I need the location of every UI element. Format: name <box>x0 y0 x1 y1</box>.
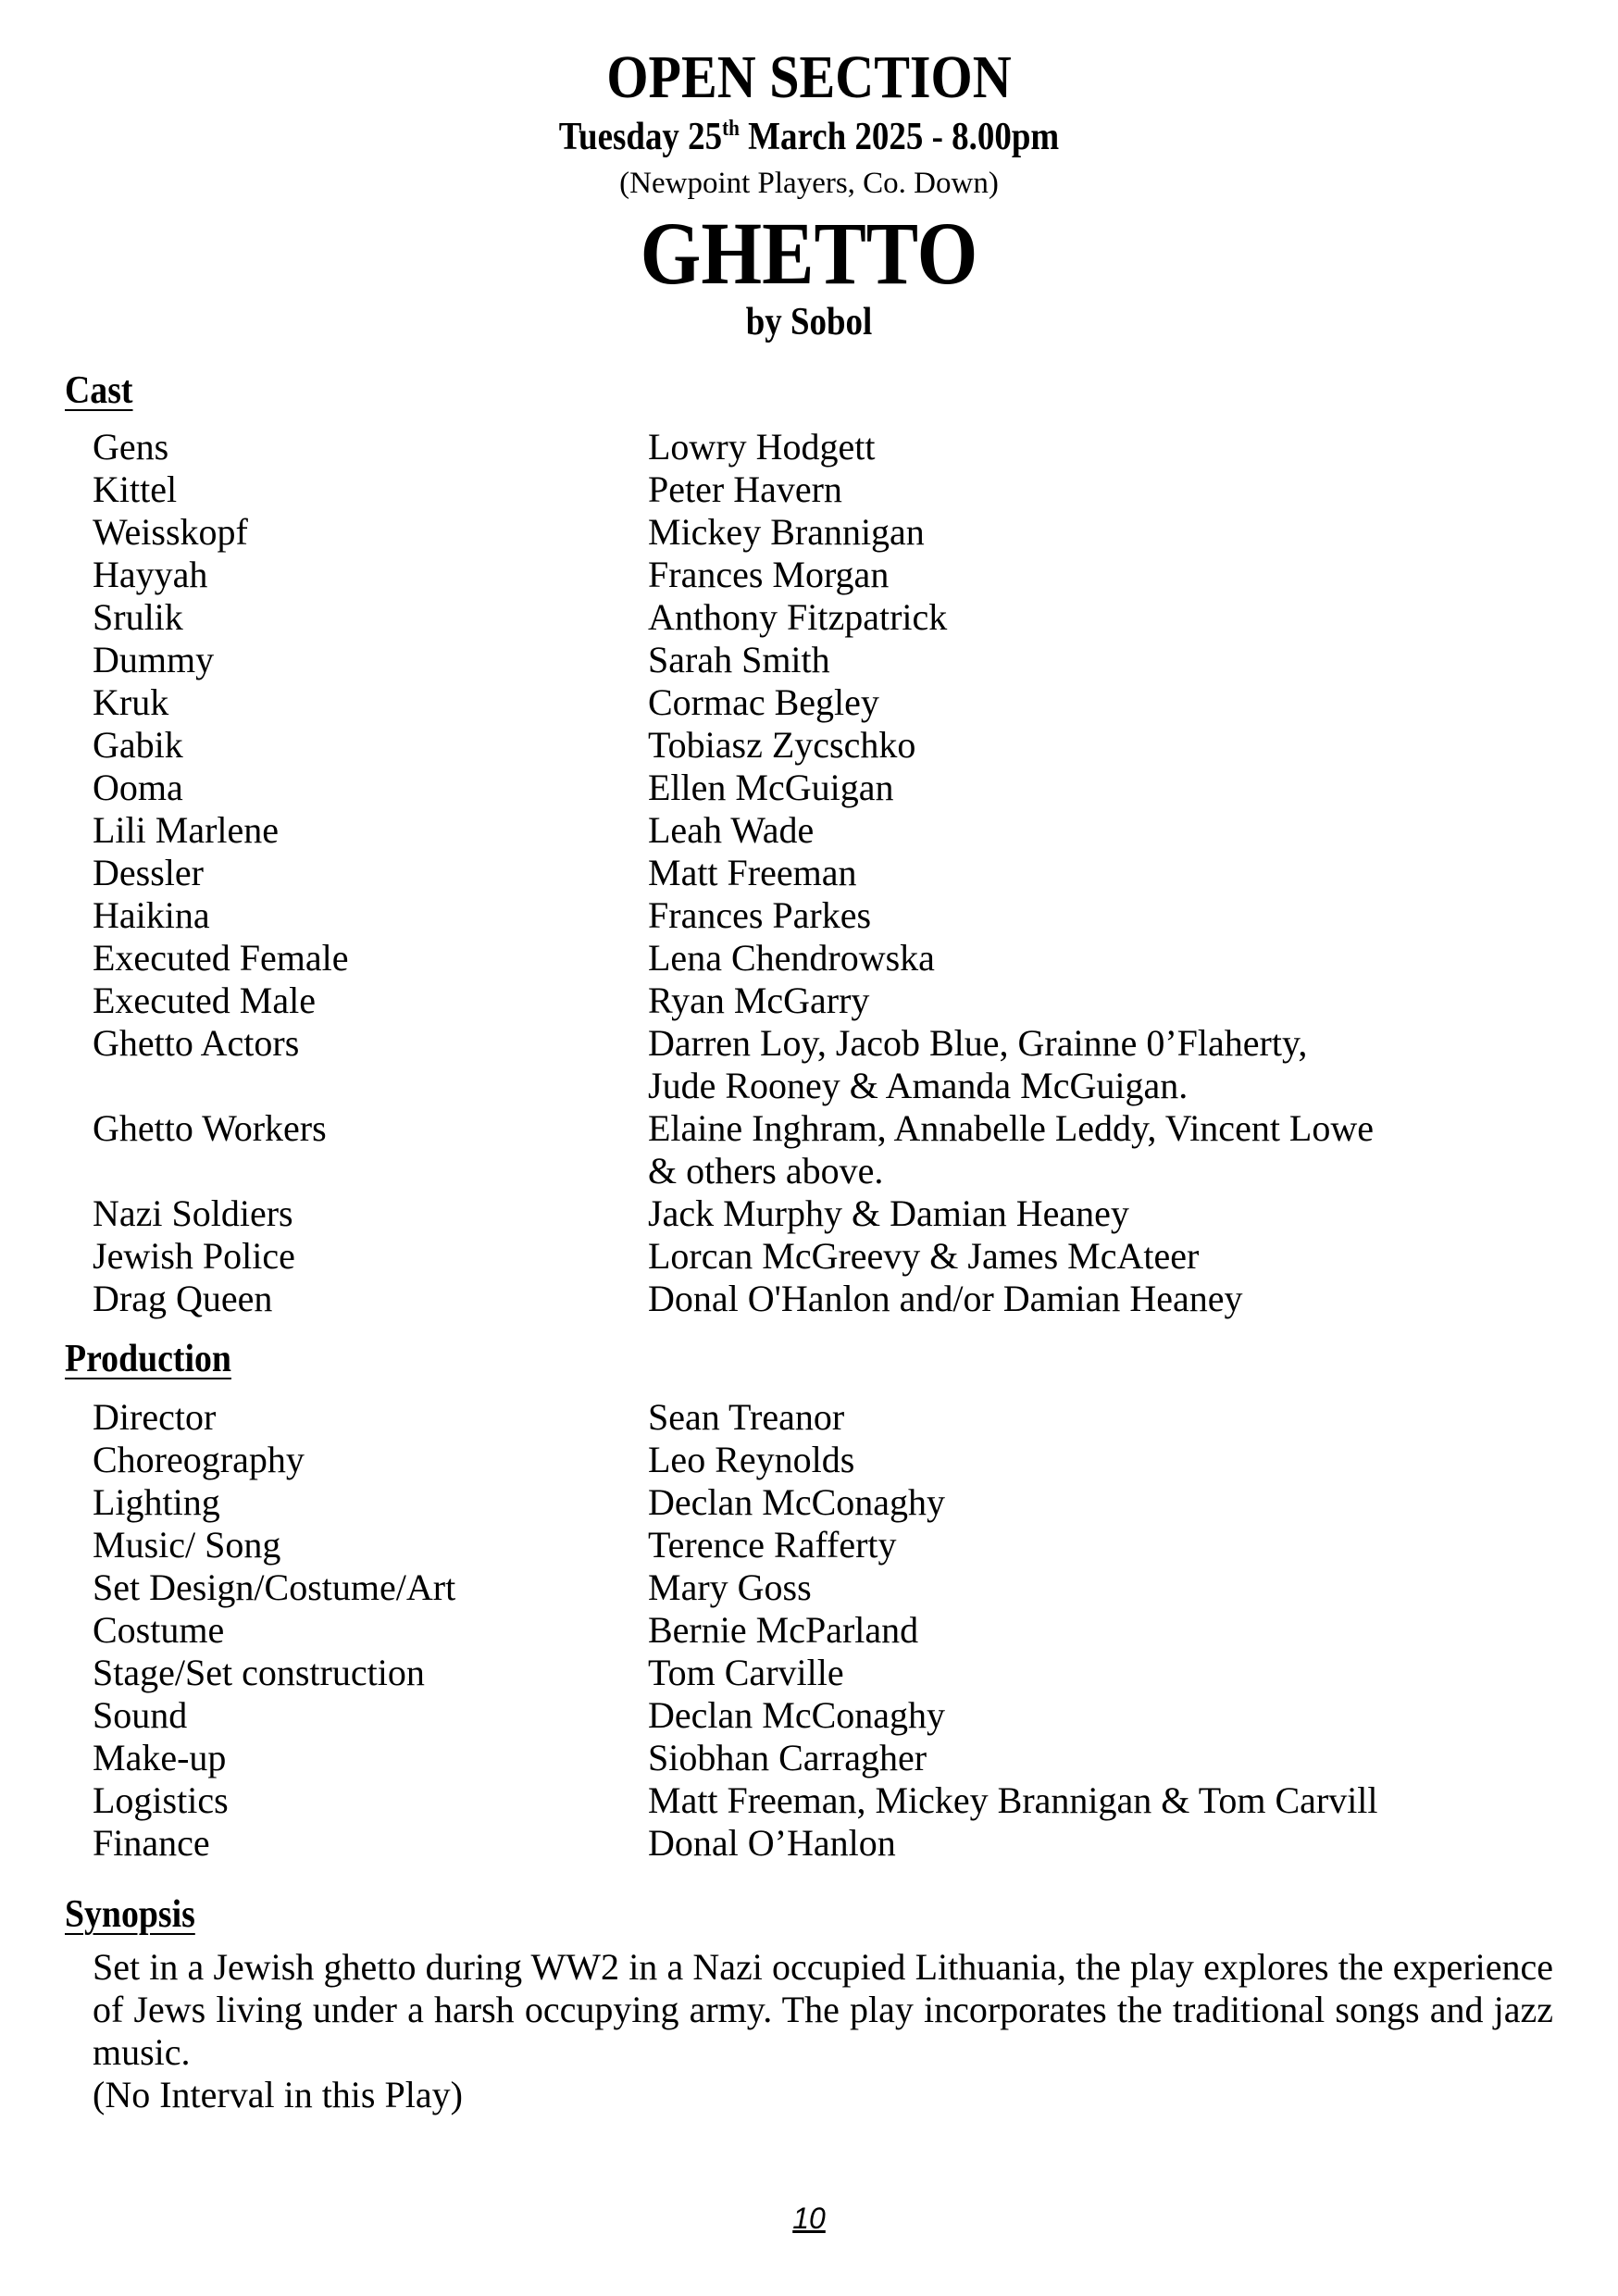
production-row <box>93 1694 1537 1737</box>
cast-row <box>93 1150 1537 1192</box>
cast-row <box>93 468 1537 511</box>
cast-person: Lowry Hodgett <box>648 426 876 468</box>
cast-person: & others above. <box>648 1150 884 1192</box>
cast-role: Lili Marlene <box>93 809 280 851</box>
production-row <box>93 1779 1537 1822</box>
cast-row <box>93 809 1537 852</box>
production-person: Sean Treanor <box>648 1396 845 1438</box>
cast-row <box>93 980 1537 1022</box>
date-suffix: March 2025 - 8.00pm <box>739 115 1060 158</box>
cast-person: Darren Loy, Jacob Blue, Grainne 0’Flaherty, <box>648 1022 1308 1064</box>
production-row <box>93 1609 1537 1652</box>
cast-row <box>93 937 1537 980</box>
cast-person: Anthony Fitzpatrick <box>648 596 948 638</box>
cast-role: Hayyah <box>93 554 208 595</box>
cast-role: Nazi Soldiers <box>93 1192 293 1234</box>
cast-role <box>93 1065 648 1107</box>
production-person: Terence Rafferty <box>648 1524 897 1566</box>
cast-person: Leah Wade <box>648 809 815 851</box>
production-row <box>93 1737 1537 1779</box>
cast-role: Haikina <box>93 894 210 936</box>
production-role: Make-up <box>93 1737 227 1778</box>
production-list <box>93 1396 1537 1865</box>
production-person: Leo Reynolds <box>648 1439 855 1480</box>
cast-person: Donal O'Hanlon and/or Damian Heaney <box>648 1278 1243 1319</box>
production-person: Siobhan Carragher <box>648 1737 927 1778</box>
cast-person: Frances Parkes <box>648 894 872 936</box>
cast-list <box>93 426 1537 1320</box>
production-role: Logistics <box>93 1779 229 1821</box>
production-person: Bernie McParland <box>648 1609 919 1651</box>
cast-row <box>93 596 1537 639</box>
production-heading: Production <box>65 1338 231 1380</box>
cast-person: Jack Murphy & Damian Heaney <box>648 1192 1129 1234</box>
cast-row <box>93 1022 1537 1065</box>
production-row <box>93 1396 1537 1439</box>
cast-role: Gabik <box>93 724 183 766</box>
production-row <box>93 1566 1537 1609</box>
cast-row <box>93 767 1537 809</box>
play-author: by Sobol <box>745 301 873 344</box>
production-row <box>93 1481 1537 1524</box>
production-row <box>93 1652 1537 1694</box>
date-ordinal: th <box>722 116 740 141</box>
cast-person: Elaine Inghram, Annabelle Leddy, Vincent Lowe <box>648 1107 1375 1149</box>
production-role: Director <box>93 1396 217 1438</box>
cast-row <box>93 681 1537 724</box>
page-number: 10 <box>792 2202 826 2235</box>
production-role: Sound <box>93 1694 188 1736</box>
cast-row <box>93 511 1537 554</box>
cast-role: Gens <box>93 426 169 468</box>
company-name: (Newpoint Players, Co. Down) <box>619 166 999 200</box>
production-person: Tom Carville <box>648 1652 844 1693</box>
production-row <box>93 1524 1537 1566</box>
production-role: Costume <box>93 1609 225 1651</box>
cast-role <box>93 1150 648 1192</box>
cast-role: Jewish Police <box>93 1235 295 1277</box>
cast-role: Executed Female <box>93 937 349 979</box>
play-title: GHETTO <box>640 204 978 304</box>
section-title: OPEN SECTION <box>606 44 1012 111</box>
cast-row <box>93 1107 1537 1150</box>
production-role: Lighting <box>93 1481 220 1523</box>
cast-row <box>93 1278 1537 1320</box>
cast-row <box>93 852 1537 894</box>
cast-person: Lorcan McGreevy & James McAteer <box>648 1235 1200 1277</box>
cast-person: Lena Chendrowska <box>648 937 935 979</box>
cast-role: Kruk <box>93 681 169 723</box>
cast-person: Frances Morgan <box>648 554 890 595</box>
production-person: Declan McConaghy <box>648 1481 946 1523</box>
cast-role: Executed Male <box>93 980 316 1021</box>
cast-person: Matt Freeman <box>648 852 857 893</box>
cast-person: Sarah Smith <box>648 639 830 680</box>
cast-row <box>93 894 1537 937</box>
cast-role: Srulik <box>93 596 183 638</box>
cast-role: Kittel <box>93 468 178 510</box>
page-header <box>0 44 1618 343</box>
production-role: Set Design/Costume/Art <box>93 1566 456 1608</box>
cast-person: Cormac Begley <box>648 681 879 723</box>
cast-role: Ghetto Actors <box>93 1022 300 1064</box>
cast-person: Tobiasz Zycschko <box>648 724 916 766</box>
interval-note: (No Interval in this Play) <box>93 2074 463 2115</box>
cast-row <box>93 554 1537 596</box>
synopsis-heading: Synopsis <box>65 1893 195 1936</box>
cast-person: Jude Rooney & Amanda McGuigan. <box>648 1065 1189 1106</box>
production-role: Stage/Set construction <box>93 1652 425 1693</box>
production-person: Declan McConaghy <box>648 1694 946 1736</box>
cast-person: Peter Havern <box>648 468 842 510</box>
cast-person: Ryan McGarry <box>648 980 870 1021</box>
cast-role: Dummy <box>93 639 215 680</box>
production-person: Donal O’Hanlon <box>648 1822 896 1864</box>
cast-row <box>93 639 1537 681</box>
production-role: Finance <box>93 1822 210 1864</box>
cast-person: Mickey Brannigan <box>648 511 925 553</box>
cast-role: Drag Queen <box>93 1278 273 1319</box>
cast-role: Weisskopf <box>93 511 248 553</box>
cast-heading: Cast <box>65 369 133 412</box>
production-person: Mary Goss <box>648 1566 812 1608</box>
cast-row <box>93 426 1537 468</box>
synopsis-body <box>93 1946 1553 2116</box>
cast-role: Ghetto Workers <box>93 1107 327 1149</box>
date-prefix: Tuesday 25 <box>558 115 723 158</box>
cast-row <box>93 1192 1537 1235</box>
production-row <box>93 1822 1537 1865</box>
cast-row <box>93 724 1537 767</box>
production-role: Music/ Song <box>93 1524 281 1566</box>
cast-row <box>93 1235 1537 1278</box>
synopsis-text: Set in a Jewish ghetto during WW2 in a Nazi occupied Lithuania, the play explores the experience of Jews living under a harsh occupying army. The play incorporates the traditional songs and jazz music. <box>93 1946 1553 2073</box>
cast-role: Ooma <box>93 767 183 808</box>
performance-date <box>97 116 1521 158</box>
cast-person: Ellen McGuigan <box>648 767 894 808</box>
cast-role: Dessler <box>93 852 204 893</box>
cast-row <box>93 1065 1537 1107</box>
production-person: Matt Freeman, Mickey Brannigan & Tom Carvill <box>648 1779 1378 1821</box>
production-row <box>93 1439 1537 1481</box>
production-role: Choreography <box>93 1439 305 1480</box>
